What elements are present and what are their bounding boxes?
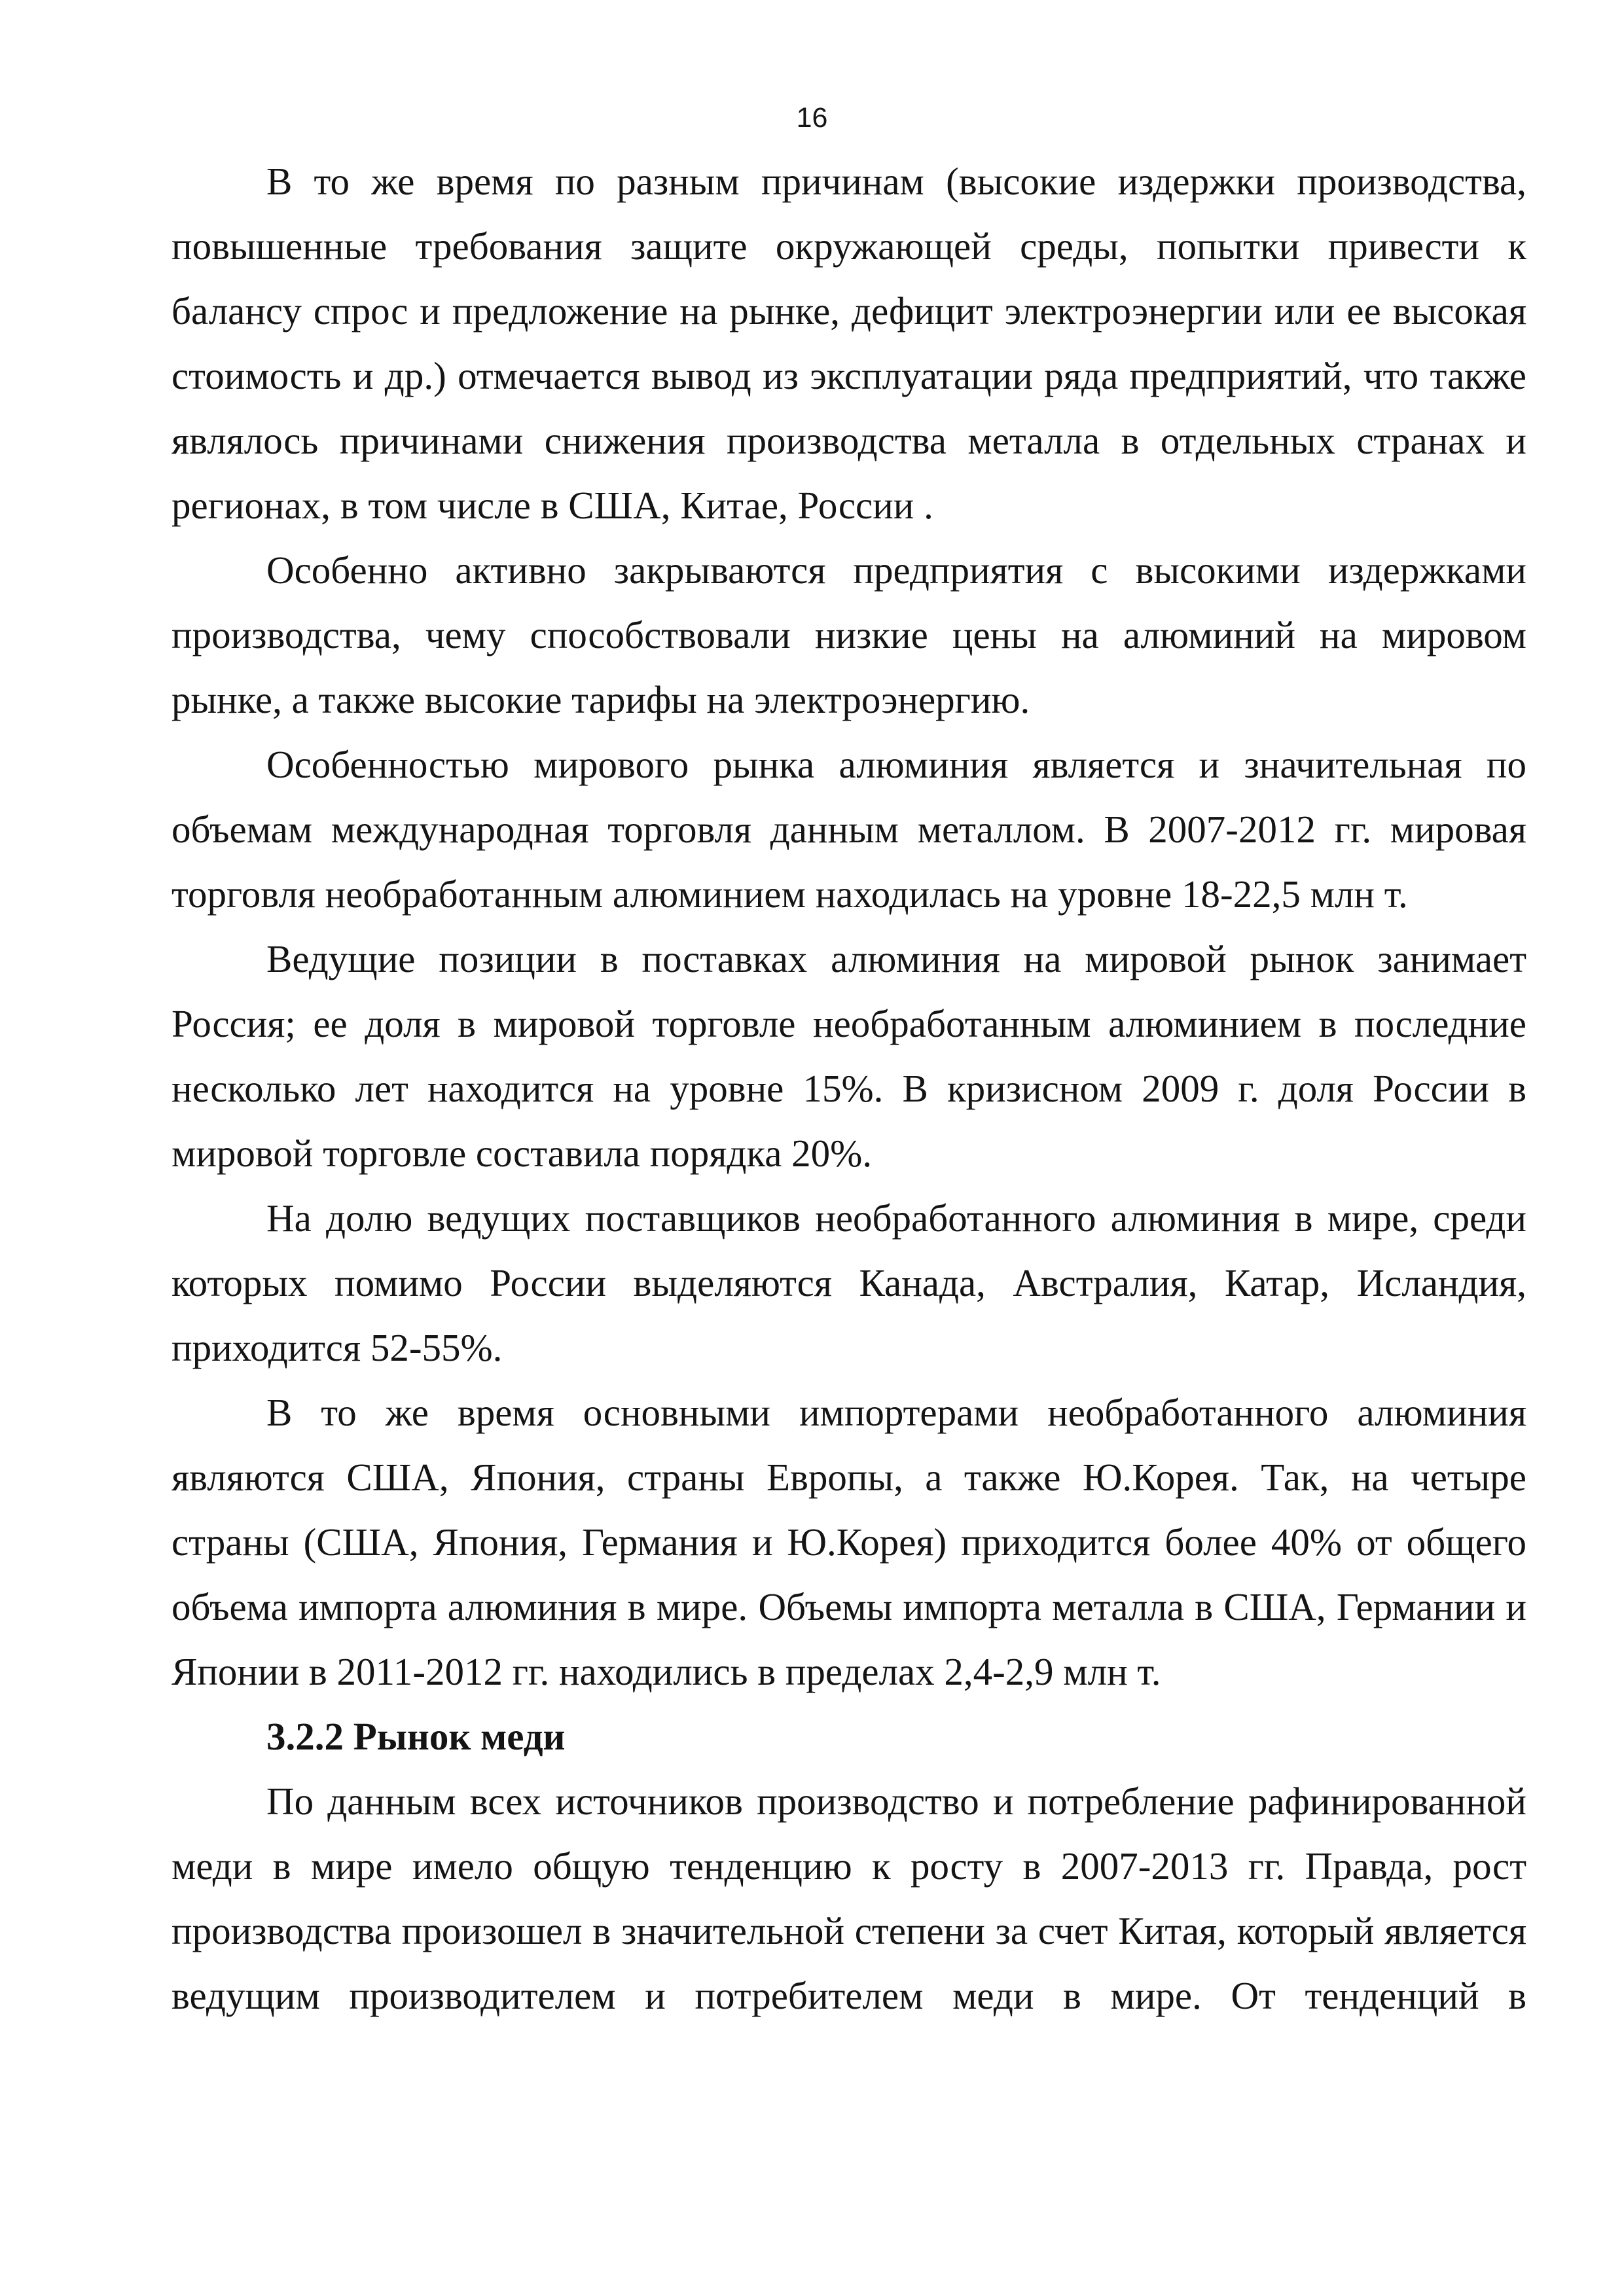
paragraph-leading-suppliers: На долю ведущих поставщиков необработанного алюминия в мире, среди которых помимо России выделяются Канада, Австралия, Катар, Исландия, приходится 52-55%. xyxy=(171,1196,1526,1369)
section-heading-copper-market: 3.2.2 Рынок меди xyxy=(266,1715,566,1758)
page-number: 16 xyxy=(796,102,828,134)
paragraph-closures-reasons: В то же время по разным причинам (высокие издержки производства, повышенные требования защите окружающей среды, попытки привести к балансу спрос и предложение на рынке, дефицит электроэнергии или ее высокая стоимость и др.) отмечается вывод из эксплуатации ряда предприятий, что также являлось причинами снижения производства металла в отдельных странах и регионах, в том числе в США, Китае, России . xyxy=(171,160,1526,527)
paragraph-copper-production: По данным всех источников производство и потребление рафинированной меди в мире имело общую тенденцию к росту в 2007-2013 гг. Правда, рост производства произошел в значительной степени за счет Китая, который является ведущим производителем и потребителем меди в мире. От тенденций в xyxy=(171,1780,1526,2017)
paragraph-russia-share: Ведущие позиции в поставках алюминия на мировой рынок занимает Россия; ее доля в мировой торговле необработанным алюминием в последние несколько лет находится на уровне 15%. В кризисном 2009 г. доля России в мировой торговле составила порядка 20%. xyxy=(171,937,1526,1175)
paragraph-high-cost-closures: Особенно активно закрываются предприятия с высокими издержками производства, чему способствовали низкие цены на алюминий на мировом рынке, а также высокие тарифы на электроэнергию. xyxy=(171,548,1526,721)
paragraph-aluminium-trade: Особенностью мирового рынка алюминия является и значительная по объемам международная торговля данным металлом. В 2007-2012 гг. мировая торговля необработанным алюминием находилась на уровне 18-22,5 млн т. xyxy=(171,743,1526,916)
document-body xyxy=(171,149,1526,2028)
paragraph-importers: В то же время основными импортерами необработанного алюминия являются США, Япония, страны Европы, а также Ю.Корея. Так, на четыре страны (США, Япония, Германия и Ю.Корея) приходится более 40% от общего объема импорта алюминия в мире. Объемы импорта металла в США, Германии и Японии в 2011-2012 гг. находились в пределах 2,4-2,9 млн т. xyxy=(171,1391,1526,1693)
